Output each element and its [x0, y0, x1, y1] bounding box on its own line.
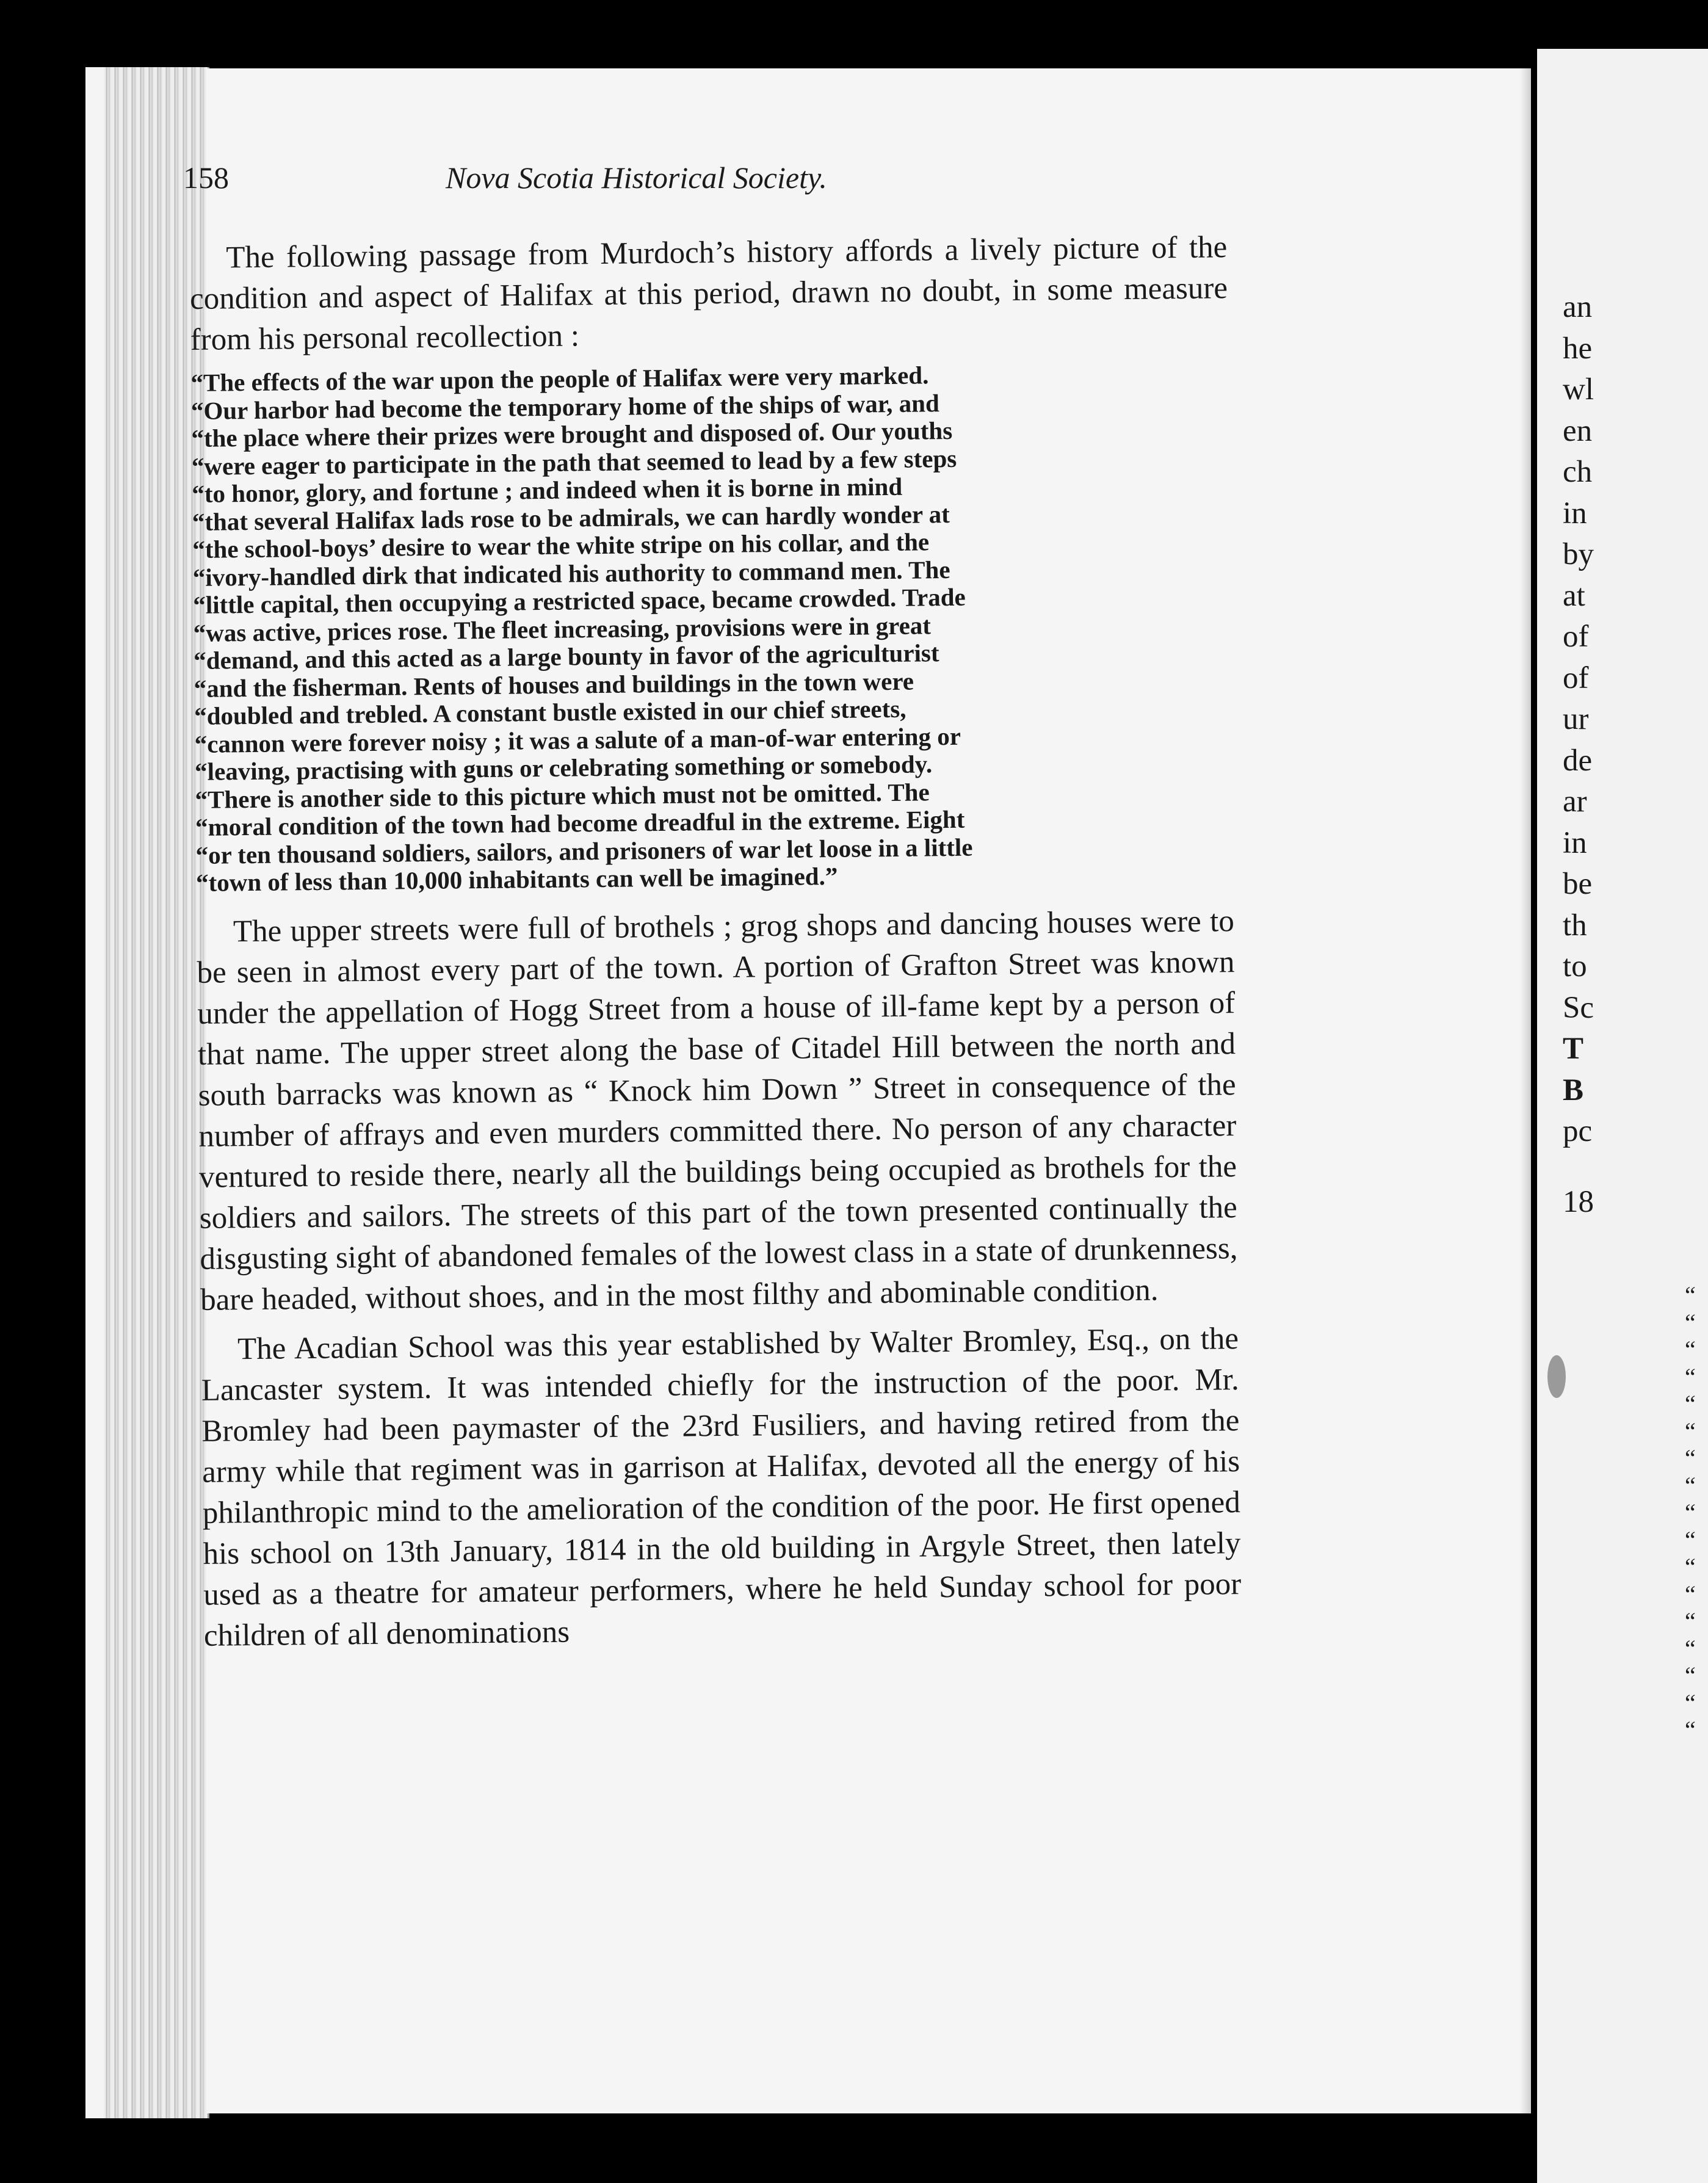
facing-quote-mark: “ — [1685, 1499, 1696, 1526]
facing-line-fragment: de — [1563, 743, 1593, 778]
left-book-edge — [85, 67, 104, 2118]
facing-quote-mark: “ — [1685, 1336, 1696, 1363]
facing-page-text — [1563, 287, 1708, 1223]
facing-quote-mark: “ — [1685, 1607, 1696, 1635]
quotation-line: “ivory-handled dirk that indicated his authority to command men. The — [192, 555, 950, 592]
quotation-line: “leaving, practising with guns or celebrating something or somebody. — [194, 750, 933, 786]
quotation-line: “the place where their prizes were brought and disposed of. Our youths — [191, 416, 953, 452]
facing-quote-mark: “ — [1685, 1308, 1696, 1336]
facing-line-fragment: ch — [1563, 455, 1593, 489]
quotation-line: “or ten thousand soldiers, sailors, and prisoners of war let loose in a little — [195, 833, 973, 869]
facing-line-fragment: en — [1563, 413, 1593, 448]
quotation-line: “Our harbor had become the temporary home of the ships of war, and — [190, 388, 939, 425]
quotation-line: “were eager to participate in the path that seemed to lead by a few steps — [191, 444, 957, 480]
facing-quote-mark: “ — [1685, 1580, 1696, 1608]
facing-line-fragment: wl — [1563, 372, 1594, 407]
facing-line-fragment: of — [1563, 661, 1589, 695]
quotation-line: “was active, prices rose. The fleet increasing, provisions were in great — [193, 610, 932, 647]
facing-number-fragment: 18 — [1563, 1184, 1594, 1219]
facing-quote-mark: “ — [1685, 1363, 1696, 1391]
facing-quote-mark: “ — [1685, 1417, 1696, 1445]
running-head: Nova Scotia Historical Society. — [446, 161, 827, 195]
facing-line-fragment: to — [1563, 949, 1587, 983]
facing-line-fragment: by — [1563, 537, 1594, 571]
quotation-line: “little capital, then occupying a restricted space, became crowded. Trade — [193, 582, 966, 619]
facing-quote-mark: “ — [1685, 1716, 1696, 1743]
facing-quote-mark: “ — [1685, 1390, 1696, 1417]
quotation-line: “and the fisherman. Rents of houses and buildings in the town were — [194, 667, 914, 703]
facing-quote-mark: “ — [1685, 1553, 1696, 1580]
intro-paragraph: The following passage from Murdoch’s history affords a lively picture of the condition and aspect of Halifax at this period, drawn no doubt, in some measure from his personal recollection : — [189, 230, 1228, 357]
quotation-line: “the school-boys’ desire to wear the white stripe on his collar, and the — [192, 527, 930, 563]
paragraph-acadian-school: The Acadian School was this year established by Walter Bromley, Esq., on the Lancaster system. It was intended chiefly for the instruction of the poor. Mr. Bromley had been paymaster of the 23rd Fusiliers, and having retired from the army while that regiment was in garrison at Halifax, devoted all the energy of his philanthropic mind to the amelioration of the condition of the poor. He first opened his school on 13th January, 1814 in the old building in Argyle Street, then lately used as a theatre for amateur performers, where he held Sunday school for poor children of all denominations — [201, 1321, 1242, 1653]
quotation-line: “demand, and this acted as a large bounty in favor of the agriculturist — [194, 639, 939, 675]
page-body — [189, 227, 1242, 1656]
facing-quote-mark: “ — [1685, 1471, 1696, 1499]
quotation-block — [190, 358, 1234, 897]
facing-quote-mark: “ — [1685, 1689, 1696, 1717]
facing-line-fragment: th — [1563, 908, 1587, 943]
facing-line-fragment: ur — [1563, 702, 1589, 736]
quotation-line: “doubled and trebled. A constant bustle existed in our chief streets, — [194, 694, 906, 730]
scan-blemish — [1547, 1355, 1566, 1398]
facing-line-fragment: ar — [1563, 784, 1587, 819]
facing-line-fragment: T — [1563, 1032, 1584, 1066]
facing-line-fragment: an — [1563, 290, 1593, 324]
facing-line-fragment: be — [1563, 867, 1593, 901]
facing-quote-mark: “ — [1685, 1444, 1696, 1472]
gutter-shadow — [1520, 68, 1531, 2113]
quotation-line: “town of less than 10,000 inhabitants can well be imagined.” — [195, 861, 838, 897]
facing-line-fragment: he — [1563, 331, 1593, 366]
facing-line-fragment: in — [1563, 496, 1587, 530]
facing-quote-mark: “ — [1685, 1662, 1696, 1689]
facing-quote-mark: “ — [1685, 1281, 1696, 1309]
quotation-line: “to honor, glory, and fortune ; and indeed when it is borne in mind — [192, 472, 903, 508]
quotation-line: “moral condition of the town had become dreadful in the extreme. Eight — [195, 805, 965, 841]
facing-page-quote-marks — [1685, 1282, 1708, 1744]
facing-line-fragment: Sc — [1563, 990, 1594, 1025]
quotation-line: “that several Halifax lads rose to be admirals, we can hardly wonder at — [192, 499, 950, 536]
facing-line-fragment: in — [1563, 825, 1587, 860]
page-header — [183, 160, 1172, 215]
quotation-line: “cannon were forever noisy ; it was a salute of a man-of-war entering or — [194, 722, 961, 758]
quotation-line: “There is another side to this picture which must not be omitted. The — [195, 777, 930, 814]
quotation-line: “The effects of the war upon the people of Halifax were very marked. — [190, 361, 929, 397]
facing-line-fragment: B — [1563, 1073, 1584, 1107]
paragraph-brothels: The upper streets were full of brothels ; grog shops and dancing houses were to be seen in almost every part of the town. A portion of Grafton Street was known under the appellation of Hogg Street from a house of ill-fame kept by a person of that name. The upper street along the base of Citadel Hill between the north and south barracks was known as “ Knock him Down ” Street in consequence of the number of affrays and even murders committed there. No person of any character ventured to reside there, nearly all the buildings being occupied as brothels for the soldiers and sailors. The streets of this part of the town presented continually the disgusting sight of abandoned females of the lowest class in a state of drunkenness, bare headed, without shoes, and in the most filthy and abominable condition. — [197, 903, 1238, 1317]
facing-line-fragment: at — [1563, 578, 1585, 613]
facing-line-fragment: of — [1563, 620, 1589, 654]
facing-line-fragment: pc — [1563, 1114, 1593, 1148]
page-number: 158 — [183, 161, 229, 195]
facing-quote-mark: “ — [1685, 1634, 1696, 1662]
facing-quote-mark: “ — [1685, 1526, 1696, 1554]
